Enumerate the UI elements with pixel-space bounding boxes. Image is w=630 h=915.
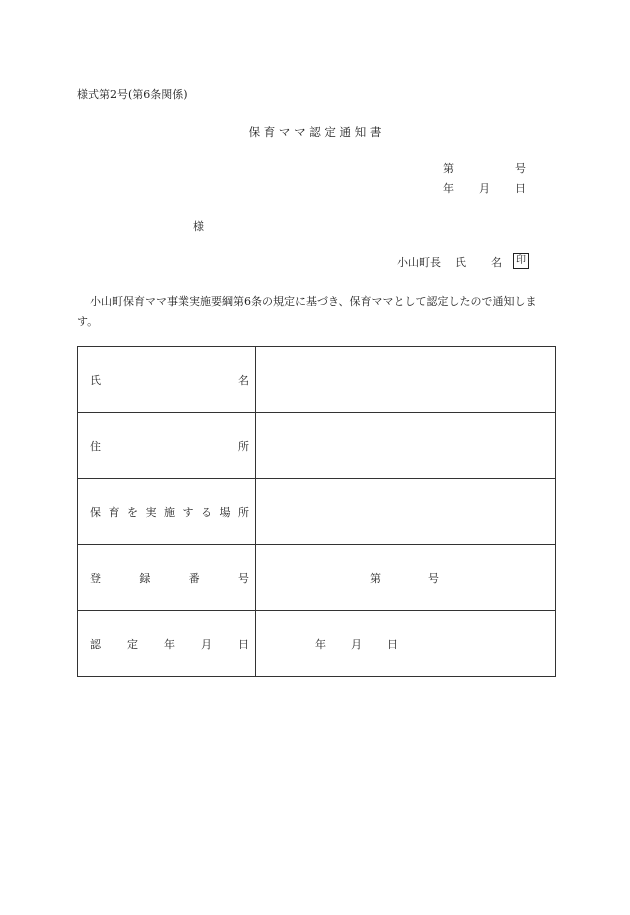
table-label-char: 日	[238, 638, 249, 651]
table-label-char: 保	[90, 506, 101, 519]
table-row	[78, 479, 555, 545]
reference-number	[443, 160, 526, 176]
table-label-char: 号	[238, 572, 249, 585]
table-value-cell	[256, 479, 555, 544]
reference-number-suffix: 号	[515, 162, 526, 175]
table-value-text: 号	[428, 572, 439, 585]
table-label-char: 録	[139, 572, 151, 585]
issuer-title: 小山町長	[397, 256, 441, 269]
table-row	[78, 545, 555, 611]
table-value-cell	[256, 611, 555, 676]
table-value-text: 年	[315, 638, 326, 651]
table-label-char: る	[201, 506, 212, 519]
table-label-char: 所	[238, 440, 249, 453]
table-label-char: 定	[127, 638, 138, 651]
table-value-cell	[256, 545, 555, 610]
table-label-char: 施	[164, 506, 175, 519]
table-label-char: 実	[145, 506, 157, 519]
document-title: 保 育 マ マ 認 定 通 知 書	[248, 125, 382, 139]
reference-number-prefix: 第	[443, 162, 454, 175]
table-label-char: 番	[188, 572, 200, 585]
reference-date-month: 月	[479, 182, 490, 195]
table-label-cell	[78, 347, 256, 412]
form-number: 様式第2号(第6条関係)	[77, 88, 188, 101]
issuer-name-label-1: 氏	[455, 256, 466, 269]
issuer-line	[397, 254, 502, 270]
table-label-char: 氏	[90, 374, 101, 387]
addressee-honorific: 様	[193, 220, 204, 233]
seal-mark: 印	[513, 253, 529, 269]
reference-date	[443, 180, 526, 196]
table-label-char: 場	[219, 506, 231, 519]
issuer-name-label-2: 名	[491, 256, 502, 269]
table-label-cell	[78, 545, 256, 610]
table-row	[78, 413, 555, 479]
table-label-char: す	[182, 506, 194, 519]
table-value-text: 月	[351, 638, 362, 651]
table-value-cell	[256, 347, 555, 412]
table-label-cell	[78, 479, 256, 544]
reference-date-day: 日	[515, 182, 526, 195]
table-value-text: 日	[387, 638, 398, 651]
table-label-char: 登	[90, 572, 101, 585]
table-row	[78, 611, 555, 676]
table-label-char: 住	[90, 440, 101, 453]
table-label-char: 月	[201, 638, 212, 651]
table-label-cell	[78, 413, 256, 478]
table-label-char: 育	[108, 506, 120, 519]
form-table	[77, 346, 556, 677]
table-label-char: 認	[90, 638, 101, 651]
table-label-char: 名	[238, 374, 249, 387]
table-label-char: を	[127, 506, 138, 519]
table-label-char: 所	[238, 506, 249, 519]
reference-date-year: 年	[443, 182, 454, 195]
body-text: 小山町保育ママ事業実施要綱第6条の規定に基づき、保育ママとして認定したので通知します。	[77, 295, 537, 328]
table-value-text: 第	[370, 572, 381, 585]
table-label-char: 年	[164, 638, 175, 651]
table-row	[78, 347, 555, 413]
table-label-cell	[78, 611, 256, 676]
table-value-cell	[256, 413, 555, 478]
